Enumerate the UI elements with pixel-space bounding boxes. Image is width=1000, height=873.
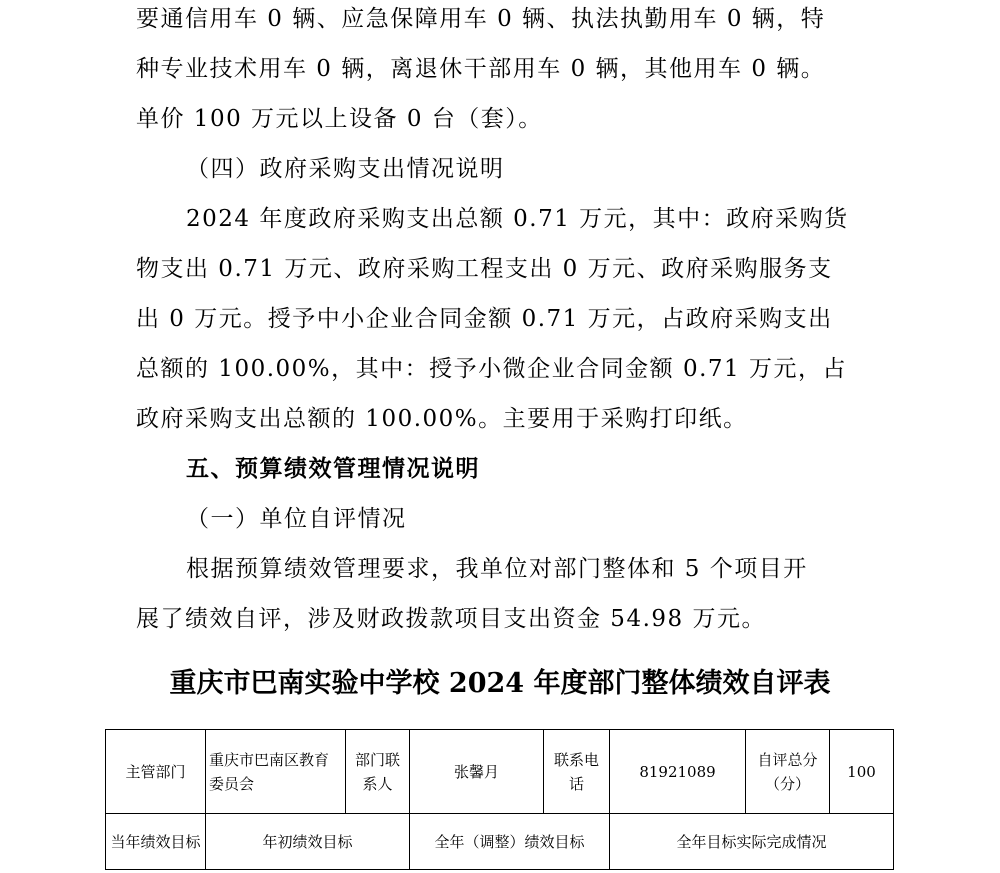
score-value-cell: 100 (830, 730, 894, 814)
table-title: 重庆市巴南实验中学校 2024 年度部门整体绩效自评表 (169, 668, 831, 699)
phone-value-cell: 81921089 (610, 730, 746, 814)
dept-value-cell: 重庆市巴南区教育委员会 (206, 730, 346, 814)
contact-label-cell: 部门联系人 (346, 730, 410, 814)
actual-completion-cell: 全年目标实际完成情况 (610, 814, 894, 870)
adjusted-goal-cell: 全年（调整）绩效目标 (410, 814, 610, 870)
table-row (106, 730, 894, 814)
paragraph-line: 2024 年度政府采购支出总额 0.71 万元，其中：政府采购货 (186, 206, 849, 232)
paragraph-line: 出 0 万元。授予中小企业合同金额 0.71 万元，占政府采购支出 (136, 306, 833, 332)
dept-label-cell: 主管部门 (106, 730, 206, 814)
section-heading: （一）单位自评情况 (186, 506, 407, 532)
paragraph-line: 要通信用车 0 辆、应急保障用车 0 辆、执法执勤用车 0 辆，特 (136, 6, 826, 32)
goal-label-cell: 当年绩效目标 (106, 814, 206, 870)
paragraph-line: 物支出 0.71 万元、政府采购工程支出 0 万元、政府采购服务支 (136, 256, 833, 282)
phone-label-cell: 联系电话 (544, 730, 610, 814)
chapter-heading: 五、预算绩效管理情况说明 (186, 455, 480, 482)
initial-goal-cell: 年初绩效目标 (206, 814, 410, 870)
table-row (106, 814, 894, 870)
paragraph-line: 总额的 100.00%，其中：授予小微企业合同金额 0.71 万元，占 (136, 356, 847, 382)
score-label-cell: 自评总分（分） (746, 730, 830, 814)
paragraph-line: 种专业技术用车 0 辆，离退休干部用车 0 辆，其他用车 0 辆。 (136, 56, 826, 82)
paragraph-line: 单价 100 万元以上设备 0 台（套）。 (136, 106, 543, 132)
paragraph-line: 根据预算绩效管理要求，我单位对部门整体和 5 个项目开 (186, 556, 808, 582)
section-heading: （四）政府采购支出情况说明 (186, 156, 505, 182)
contact-value-cell: 张馨月 (410, 730, 544, 814)
performance-evaluation-table (105, 729, 894, 870)
paragraph-line: 展了绩效自评，涉及财政拨款项目支出资金 54.98 万元。 (136, 606, 766, 632)
paragraph-line: 政府采购支出总额的 100.00%。主要用于采购打印纸。 (136, 406, 748, 432)
